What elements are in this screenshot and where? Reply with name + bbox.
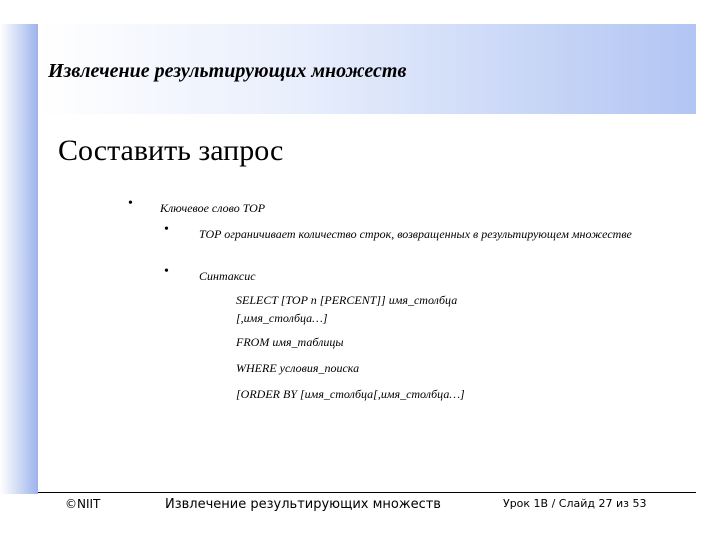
sub-bullet-marker: •	[164, 222, 169, 237]
sub-bullet-text-2: Синтаксис	[199, 269, 256, 283]
bullet-main-text: Ключевое слово TOP	[160, 201, 266, 215]
left-decorative-bar	[0, 24, 38, 494]
syntax-line-5: [ORDER BY [имя_столбца[,имя_столбца…]	[236, 387, 465, 401]
syntax-line-1: SELECT [TOP n [PERCENT]] имя_столбца	[236, 293, 458, 307]
header-title: Извлечение результирующих множеств	[48, 60, 407, 82]
syntax-line-4: WHERE условия_поиска	[236, 361, 360, 375]
footer-divider	[38, 492, 696, 493]
bullet-marker: •	[128, 196, 133, 211]
slide-heading: Составить запрос	[58, 134, 284, 167]
footer-copyright: ©NIIT	[65, 497, 101, 511]
footer-topic: Извлечение результирующих множеств	[165, 497, 441, 512]
syntax-line-2: [,имя_столбца…]	[236, 311, 328, 325]
sub-bullet-marker: •	[164, 264, 169, 279]
footer-slide-info: Урок 1B / Слайд 27 из 53	[503, 497, 647, 510]
sub-bullet-text-1: TOP ограничивает количество строк, возвращенных в результирующем множестве	[199, 227, 632, 241]
syntax-line-3: FROM имя_таблицы	[236, 335, 344, 349]
